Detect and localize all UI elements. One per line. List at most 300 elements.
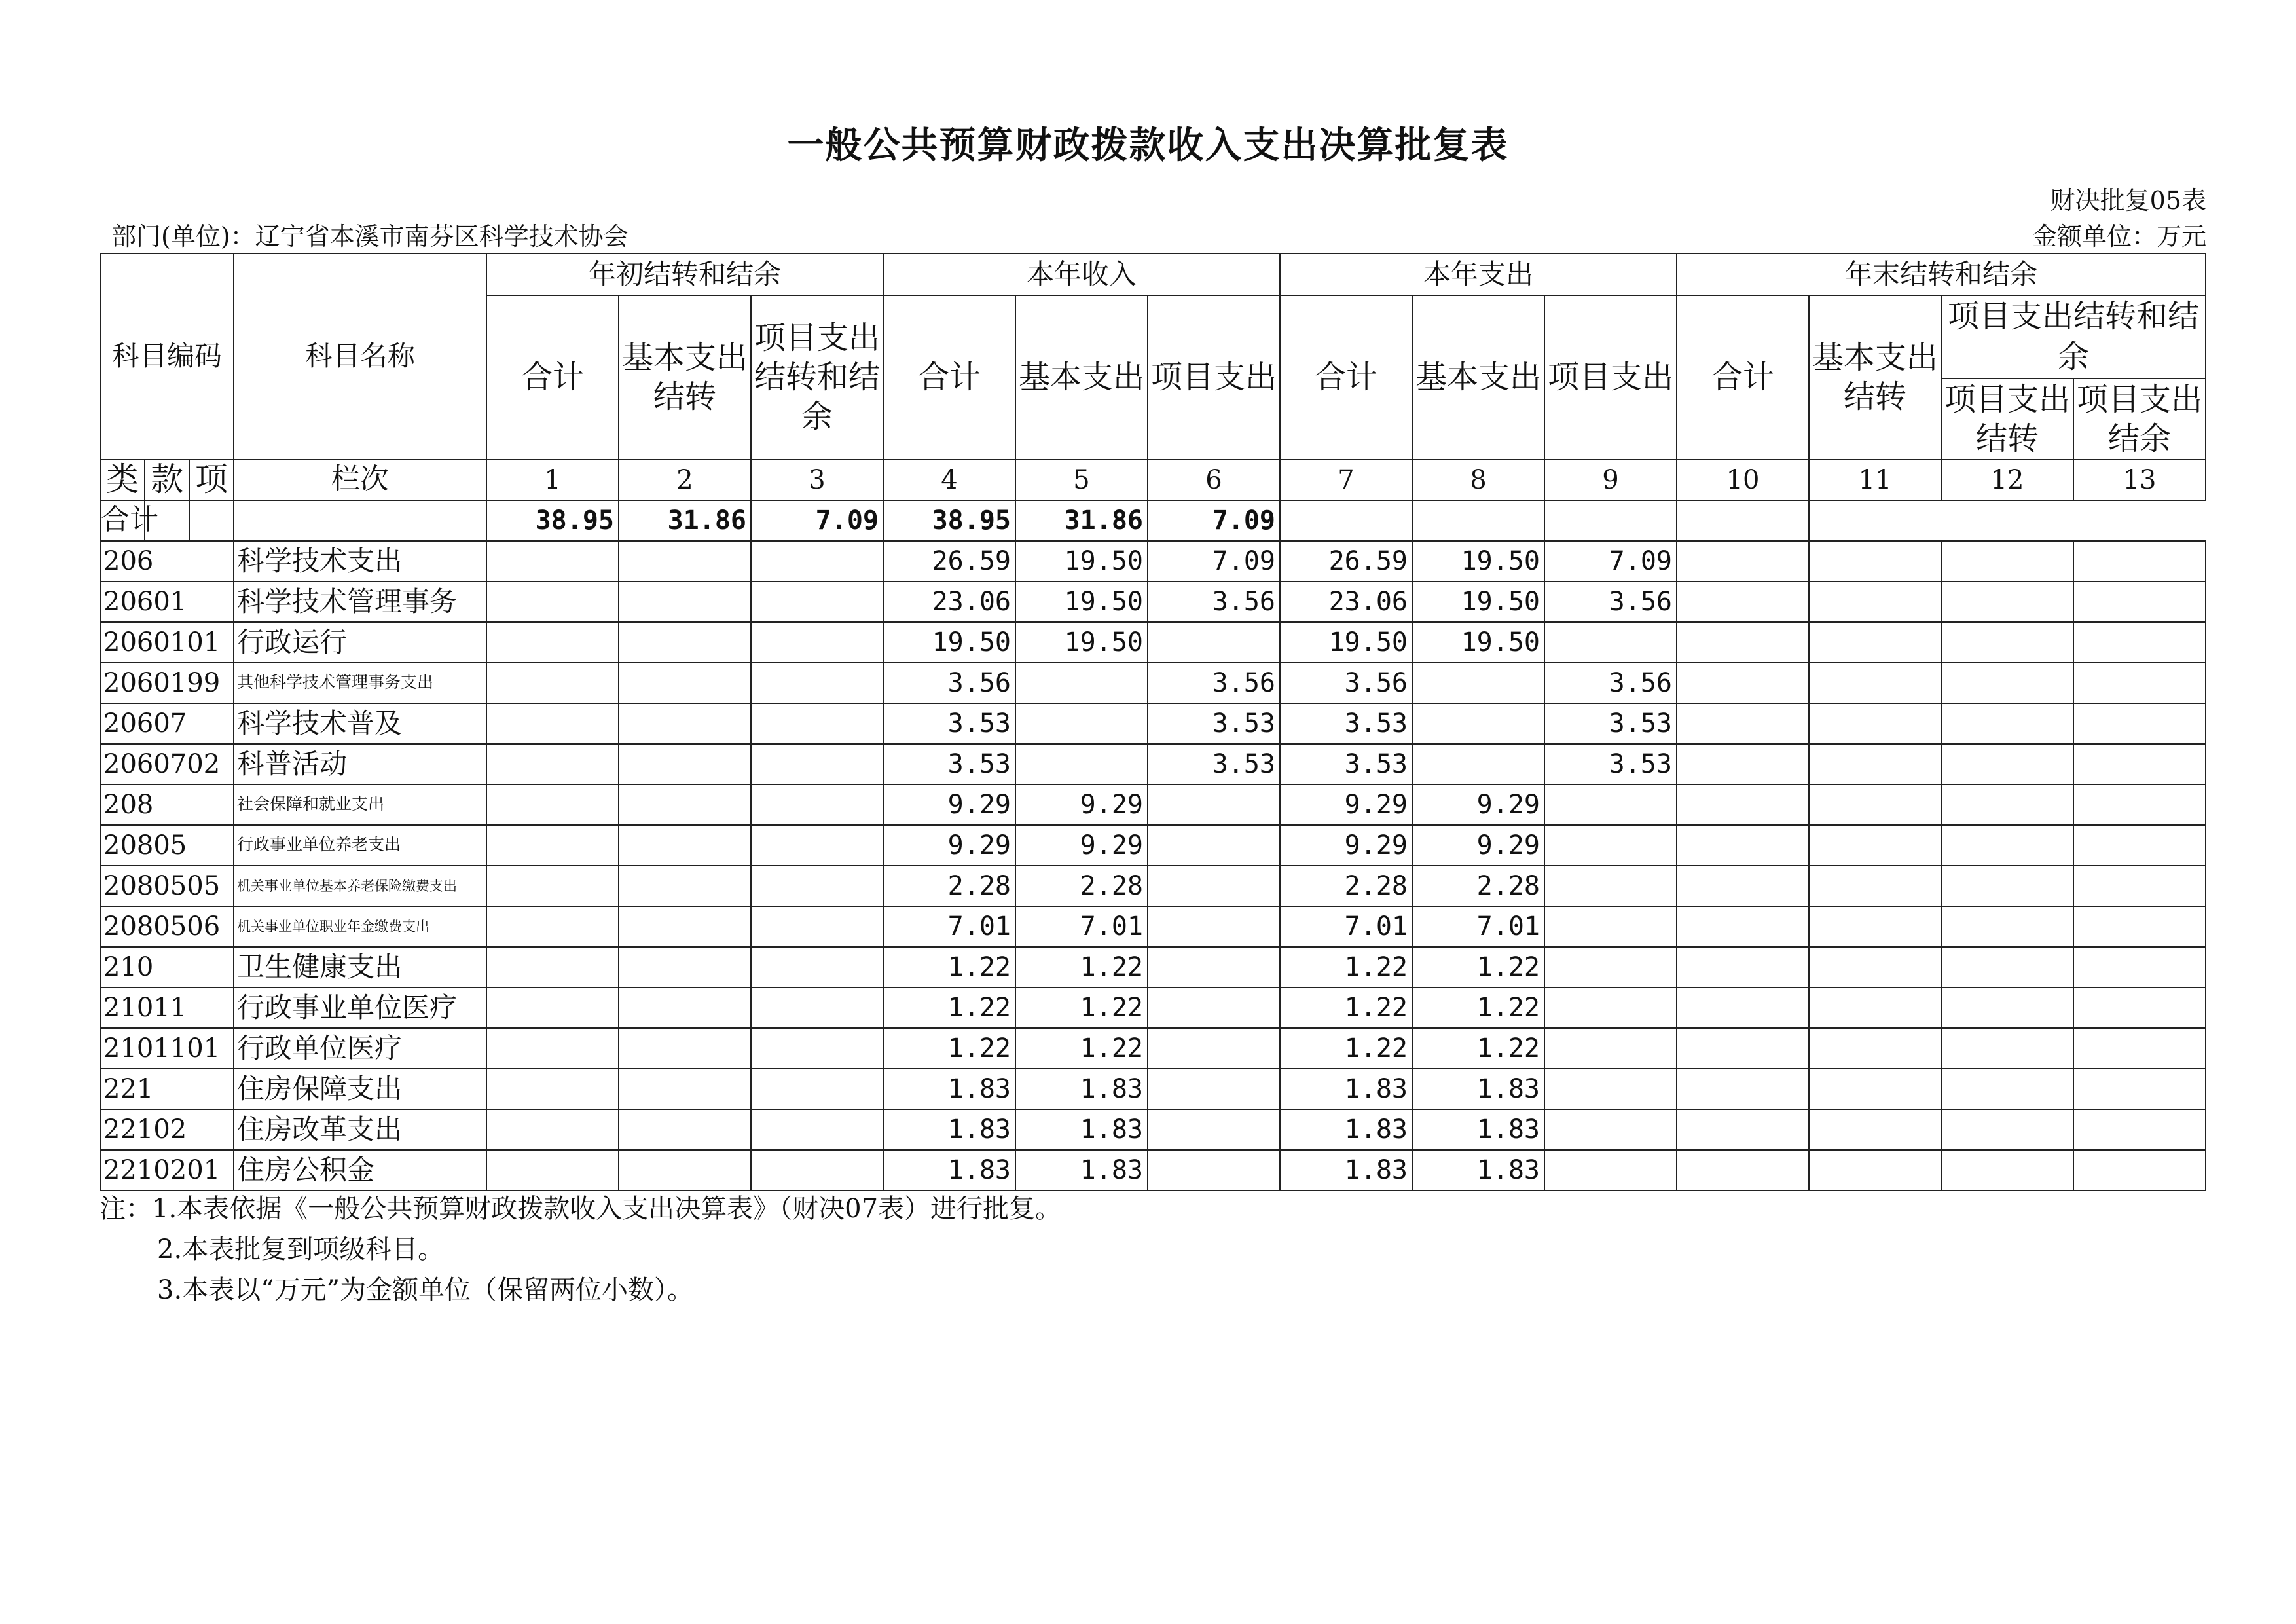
table-cell (2073, 744, 2206, 784)
table-cell (1677, 541, 1809, 581)
table-cell (619, 1150, 751, 1190)
table-cell (486, 622, 619, 663)
note-2: 2.本表批复到项级科目。 (157, 1234, 445, 1264)
table-row (100, 581, 2206, 622)
table-cell: 1.22 (883, 1028, 1015, 1069)
table-cell: 1.83 (1412, 1069, 1544, 1109)
subject-code: 2080505 (100, 866, 234, 906)
subject-code: 21011 (100, 987, 234, 1028)
table-cell: 1.22 (1015, 947, 1148, 987)
table-row (100, 825, 2206, 866)
table-cell (1015, 663, 1148, 703)
table-cell (619, 1069, 751, 1109)
column-number: 11 (1809, 460, 1941, 500)
table-row (100, 663, 2206, 703)
table-row (100, 987, 2206, 1028)
subject-name: 行政事业单位医疗 (234, 987, 486, 1028)
table-cell (486, 1150, 619, 1190)
table-cell: 1.83 (883, 1109, 1015, 1150)
header-group-end: 年末结转和结余 (1677, 253, 2206, 295)
table-cell: 9.29 (1015, 784, 1148, 825)
table-cell: 3.53 (883, 703, 1015, 744)
table-cell (619, 663, 751, 703)
table-row (100, 784, 2206, 825)
column-number: 7 (1280, 460, 1412, 500)
subject-name: 住房公积金 (234, 1150, 486, 1190)
table-cell: 3.53 (1544, 703, 1677, 744)
table-cell (751, 541, 883, 581)
table-cell: 2.28 (883, 866, 1015, 906)
header-begin-basic-carry: 基本支出结转 (619, 295, 751, 460)
table-cell (1809, 663, 1941, 703)
table-row (100, 703, 2206, 744)
table-row (100, 947, 2206, 987)
table-cell (1941, 987, 2073, 1028)
table-cell: 2.28 (1015, 866, 1148, 906)
table-cell (1677, 1150, 1809, 1190)
table-cell: 9.29 (883, 825, 1015, 866)
table-cell (486, 744, 619, 784)
subject-name: 行政事业单位养老支出 (234, 825, 486, 866)
column-number: 2 (619, 460, 751, 500)
table-cell (751, 581, 883, 622)
table-row (100, 1109, 2206, 1150)
table-cell (1677, 1109, 1809, 1150)
column-number: 1 (486, 460, 619, 500)
table-cell: 1.83 (883, 1150, 1015, 1190)
table-cell (1677, 987, 1809, 1028)
table-row (100, 1028, 2206, 1069)
table-cell (234, 500, 486, 541)
table-cell (1809, 987, 1941, 1028)
table-cell (751, 784, 883, 825)
table-cell (1677, 784, 1809, 825)
table-cell (1544, 947, 1677, 987)
header-income-project: 项目支出 (1148, 295, 1280, 460)
subject-name: 住房保障支出 (234, 1069, 486, 1109)
table-cell: 19.50 (1412, 622, 1544, 663)
column-number: 5 (1015, 460, 1148, 500)
header-code: 科目编码 (100, 253, 234, 460)
table-cell (1148, 866, 1280, 906)
table-cell (1809, 744, 1941, 784)
table-cell: 19.50 (1280, 622, 1412, 663)
table-cell: 38.95 (883, 500, 1015, 541)
subject-name: 科学技术支出 (234, 541, 486, 581)
subject-name: 机关事业单位基本养老保险缴费支出 (234, 866, 486, 906)
table-cell (1677, 825, 1809, 866)
table-cell (2073, 987, 2206, 1028)
table-cell (1941, 1028, 2073, 1069)
note-3: 3.本表以“万元”为金额单位（保留两位小数）。 (157, 1275, 694, 1305)
table-cell: 3.53 (1544, 744, 1677, 784)
table-cell (619, 744, 751, 784)
table-cell (751, 1028, 883, 1069)
table-cell (2073, 947, 2206, 987)
table-cell (1148, 622, 1280, 663)
table-row (100, 866, 2206, 906)
table-cell (1809, 947, 1941, 987)
header-group-income: 本年收入 (883, 253, 1280, 295)
table-cell (751, 987, 883, 1028)
table-row (100, 906, 2206, 947)
table-cell (1148, 784, 1280, 825)
table-cell (1544, 1150, 1677, 1190)
table-cell (486, 703, 619, 744)
table-cell (619, 1109, 751, 1150)
header-end-project-carry: 项目支出结转 (1941, 378, 2073, 460)
table-cell (1148, 1150, 1280, 1190)
page-title: 一般公共预算财政拨款收入支出决算批复表 (787, 124, 1509, 167)
table-cell (1941, 581, 2073, 622)
header-begin-project-carry-balance: 项目支出结转和结余 (751, 295, 883, 460)
table-cell (1148, 987, 1280, 1028)
table-cell: 1.22 (1280, 947, 1412, 987)
table-cell (1941, 1069, 2073, 1109)
total-label: 合计 (100, 500, 145, 541)
header-end-project-carry-balance: 项目支出结转和结余 (1941, 295, 2206, 378)
table-cell: 3.53 (1280, 744, 1412, 784)
subject-name: 机关事业单位职业年金缴费支出 (234, 906, 486, 947)
table-cell (1809, 622, 1941, 663)
table-row (100, 744, 2206, 784)
table-cell (1544, 866, 1677, 906)
table-cell: 9.29 (1412, 825, 1544, 866)
table-cell: 1.83 (1280, 1150, 1412, 1190)
table-cell: 7.09 (751, 500, 883, 541)
table-cell (2073, 663, 2206, 703)
header-class: 类 (100, 460, 145, 500)
subject-code: 2210201 (100, 1150, 234, 1190)
subject-name: 其他科学技术管理事务支出 (234, 663, 486, 703)
table-cell: 7.09 (1544, 541, 1677, 581)
table-cell (1941, 906, 2073, 947)
subject-code: 2101101 (100, 1028, 234, 1069)
column-number: 4 (883, 460, 1015, 500)
table-cell: 3.53 (883, 744, 1015, 784)
table-cell (2073, 541, 2206, 581)
table-cell (1941, 663, 2073, 703)
table-cell (1941, 825, 2073, 866)
table-cell (1412, 703, 1544, 744)
table-cell (486, 663, 619, 703)
table-cell (1677, 866, 1809, 906)
table-cell (189, 500, 234, 541)
table-cell (2073, 622, 2206, 663)
table-cell: 1.83 (1280, 1069, 1412, 1109)
table-cell: 19.50 (1015, 622, 1148, 663)
table-row (100, 1069, 2206, 1109)
table-cell (2073, 1150, 2206, 1190)
table-cell: 19.50 (1412, 581, 1544, 622)
table-cell (751, 1150, 883, 1190)
table-cell (2073, 581, 2206, 622)
subject-name: 科学技术管理事务 (234, 581, 486, 622)
table-row (100, 541, 2206, 581)
table-cell (1015, 744, 1148, 784)
table-cell: 1.22 (1412, 987, 1544, 1028)
table-cell (1148, 1069, 1280, 1109)
department-label: 部门(单位)：辽宁省本溪市南芬区科学技术协会 (111, 222, 629, 251)
table-cell (1148, 947, 1280, 987)
subject-code: 20607 (100, 703, 234, 744)
table-cell (1677, 703, 1809, 744)
table-cell: 2.28 (1280, 866, 1412, 906)
table-cell (1677, 500, 1809, 541)
table-cell: 1.22 (1412, 947, 1544, 987)
table-cell (1412, 744, 1544, 784)
subject-code: 221 (100, 1069, 234, 1109)
table-cell (619, 987, 751, 1028)
header-name: 科目名称 (234, 253, 486, 460)
table-cell (619, 866, 751, 906)
table-cell (751, 947, 883, 987)
table-cell (1941, 1150, 2073, 1190)
table-cell (751, 663, 883, 703)
table-row-total (100, 500, 2206, 541)
subject-code: 210 (100, 947, 234, 987)
table-cell (1544, 906, 1677, 947)
table-cell (1544, 622, 1677, 663)
table-cell: 1.22 (1412, 1028, 1544, 1069)
table-cell: 2.28 (1412, 866, 1544, 906)
table-cell: 1.22 (1280, 987, 1412, 1028)
table-cell (1809, 906, 1941, 947)
table-cell (2073, 784, 2206, 825)
table-cell (486, 581, 619, 622)
table-cell (1677, 622, 1809, 663)
table-cell: 9.29 (1015, 825, 1148, 866)
header-expense-total: 合计 (1280, 295, 1412, 460)
table-cell (1280, 500, 1412, 541)
table-cell (2073, 703, 2206, 744)
header-item: 项 (189, 460, 234, 500)
table-cell: 3.56 (1148, 663, 1280, 703)
header-end-basic-carry: 基本支出结转 (1809, 295, 1941, 460)
table-cell (1941, 947, 2073, 987)
table-cell (1809, 1028, 1941, 1069)
table-cell (486, 784, 619, 825)
table-cell (619, 541, 751, 581)
table-cell (619, 784, 751, 825)
table-cell (1809, 825, 1941, 866)
table-cell (486, 947, 619, 987)
table-cell (1544, 1069, 1677, 1109)
table-cell: 9.29 (1280, 825, 1412, 866)
subject-code: 2060199 (100, 663, 234, 703)
table-cell (486, 541, 619, 581)
table-cell (1677, 1028, 1809, 1069)
table-cell (751, 1069, 883, 1109)
table-cell (751, 866, 883, 906)
table-cell: 19.50 (1015, 541, 1148, 581)
table-cell (751, 1109, 883, 1150)
table-cell: 19.50 (1412, 541, 1544, 581)
column-number: 13 (2073, 460, 2206, 500)
table-cell (1809, 541, 1941, 581)
table-cell (486, 866, 619, 906)
table-cell (1809, 784, 1941, 825)
header-begin-total: 合计 (486, 295, 619, 460)
column-number-label: 栏次 (234, 460, 486, 500)
subject-code: 22102 (100, 1109, 234, 1150)
table-cell (1677, 906, 1809, 947)
note-1: 注：1.本表依据《一般公共预算财政拨款收入支出决算表》（财决07表）进行批复。 (100, 1194, 1062, 1224)
table-cell (1148, 825, 1280, 866)
table-cell (751, 906, 883, 947)
table-cell: 7.01 (1015, 906, 1148, 947)
table-cell: 7.09 (1148, 500, 1280, 541)
table-cell (619, 825, 751, 866)
table-cell (1544, 825, 1677, 866)
table-cell (1809, 866, 1941, 906)
table-cell: 7.01 (883, 906, 1015, 947)
table-cell (1809, 703, 1941, 744)
table-cell (1677, 581, 1809, 622)
table-cell (751, 703, 883, 744)
subject-name: 住房改革支出 (234, 1109, 486, 1150)
table-cell: 3.53 (1148, 703, 1280, 744)
table-cell (1941, 866, 2073, 906)
subject-code: 206 (100, 541, 234, 581)
form-code: 财决批复05表 (2050, 186, 2206, 215)
table-cell (2073, 1028, 2206, 1069)
table-cell: 9.29 (883, 784, 1015, 825)
subject-name: 科普活动 (234, 744, 486, 784)
table-cell: 7.01 (1412, 906, 1544, 947)
subject-name: 行政单位医疗 (234, 1028, 486, 1069)
table-cell (2073, 866, 2206, 906)
table-cell: 38.95 (486, 500, 619, 541)
table-cell: 3.56 (1544, 663, 1677, 703)
header-expense-basic: 基本支出 (1412, 295, 1544, 460)
table-cell: 9.29 (1280, 784, 1412, 825)
table-cell (1941, 744, 2073, 784)
table-cell: 9.29 (1412, 784, 1544, 825)
subject-name: 社会保障和就业支出 (234, 784, 486, 825)
table-cell (1677, 744, 1809, 784)
table-cell (619, 906, 751, 947)
table-cell: 1.83 (1015, 1150, 1148, 1190)
table-cell (1677, 947, 1809, 987)
subject-name: 科学技术普及 (234, 703, 486, 744)
table-cell: 19.50 (883, 622, 1015, 663)
table-cell (1941, 622, 2073, 663)
subject-code: 2060101 (100, 622, 234, 663)
subject-code: 20805 (100, 825, 234, 866)
table-cell (1544, 500, 1677, 541)
table-cell: 3.53 (1280, 703, 1412, 744)
header-section: 款 (145, 460, 189, 500)
amount-unit-label: 金额单位：万元 (2032, 222, 2206, 251)
table-cell: 7.01 (1280, 906, 1412, 947)
header-group-expense: 本年支出 (1280, 253, 1677, 295)
table-cell: 19.50 (1015, 581, 1148, 622)
header-expense-project: 项目支出 (1544, 295, 1677, 460)
table-cell: 26.59 (883, 541, 1015, 581)
table-cell (1015, 703, 1148, 744)
subject-name: 行政运行 (234, 622, 486, 663)
notes (100, 1189, 1061, 1310)
table-cell: 3.53 (1148, 744, 1280, 784)
table-cell: 1.83 (1015, 1069, 1148, 1109)
table-cell (619, 581, 751, 622)
table-cell: 3.56 (1148, 581, 1280, 622)
table-cell (2073, 1069, 2206, 1109)
table-cell (1809, 1069, 1941, 1109)
table-cell (1544, 987, 1677, 1028)
table-cell: 1.22 (1280, 1028, 1412, 1069)
table-cell (1677, 1069, 1809, 1109)
table-cell (619, 622, 751, 663)
header-end-project-balance: 项目支出结余 (2073, 378, 2206, 460)
table-cell: 1.83 (1280, 1109, 1412, 1150)
table-cell (1809, 1109, 1941, 1150)
table-cell (486, 1109, 619, 1150)
table-cell: 1.83 (883, 1069, 1015, 1109)
subject-code: 208 (100, 784, 234, 825)
column-number: 3 (751, 460, 883, 500)
table-cell (1809, 1150, 1941, 1190)
table-cell (486, 906, 619, 947)
subject-name: 卫生健康支出 (234, 947, 486, 987)
table-cell (2073, 1109, 2206, 1150)
table-cell (2073, 906, 2206, 947)
subject-code: 2060702 (100, 744, 234, 784)
table-cell: 1.83 (1412, 1150, 1544, 1190)
table-cell: 3.56 (1280, 663, 1412, 703)
column-number: 10 (1677, 460, 1809, 500)
table-cell (1544, 1028, 1677, 1069)
header-income-total: 合计 (883, 295, 1015, 460)
column-number: 8 (1412, 460, 1544, 500)
table-cell (751, 622, 883, 663)
table-cell (1412, 663, 1544, 703)
table-cell: 3.56 (1544, 581, 1677, 622)
table-cell (1148, 1109, 1280, 1150)
table-cell: 1.22 (883, 947, 1015, 987)
column-number: 9 (1544, 460, 1677, 500)
table-cell (1941, 541, 2073, 581)
table-cell (2073, 825, 2206, 866)
subject-code: 2080506 (100, 906, 234, 947)
table-row (100, 622, 2206, 663)
table-cell (619, 703, 751, 744)
table-cell: 23.06 (1280, 581, 1412, 622)
table-cell (486, 1069, 619, 1109)
table-cell: 1.83 (1412, 1109, 1544, 1150)
table-cell (1412, 500, 1544, 541)
table-cell (486, 825, 619, 866)
table-cell (1544, 784, 1677, 825)
table-cell: 23.06 (883, 581, 1015, 622)
column-number: 12 (1941, 460, 2073, 500)
table-cell (751, 825, 883, 866)
table-cell (1148, 906, 1280, 947)
column-number: 6 (1148, 460, 1280, 500)
table-cell (486, 987, 619, 1028)
budget-table (100, 253, 2206, 1191)
table-cell (486, 1028, 619, 1069)
table-cell: 1.22 (883, 987, 1015, 1028)
header-group-begin: 年初结转和结余 (486, 253, 883, 295)
table-cell: 7.09 (1148, 541, 1280, 581)
table-cell: 31.86 (1015, 500, 1148, 541)
table-cell: 1.22 (1015, 1028, 1148, 1069)
table-cell (1544, 1109, 1677, 1150)
table-cell (1148, 1028, 1280, 1069)
table-cell (1941, 1109, 2073, 1150)
